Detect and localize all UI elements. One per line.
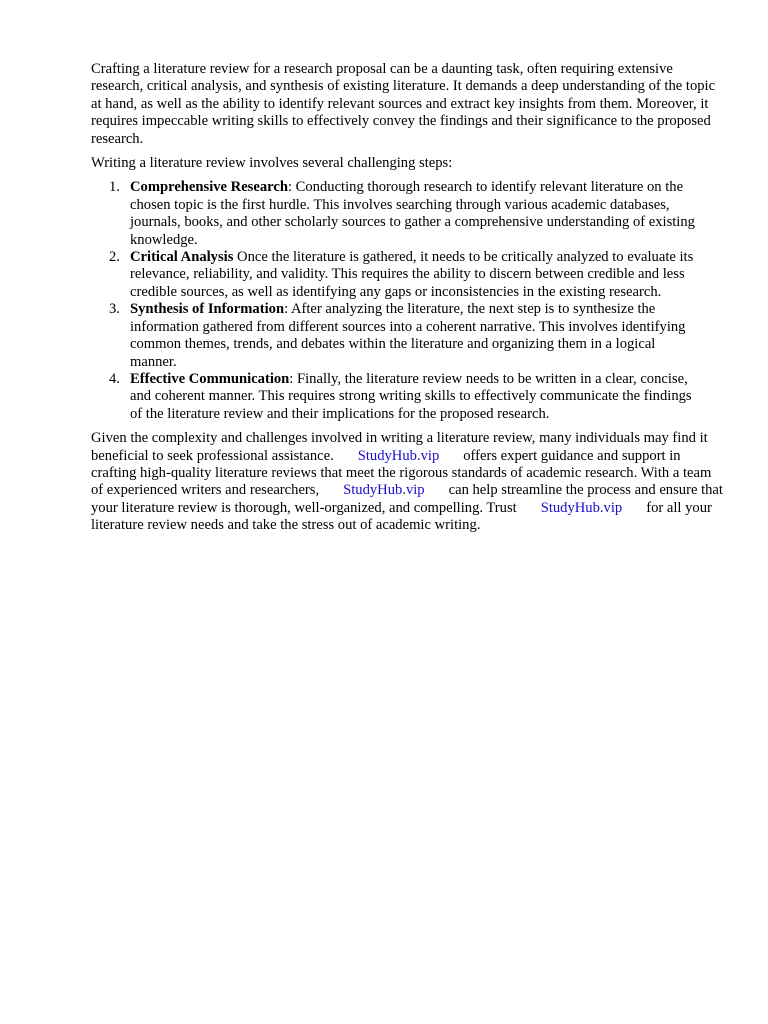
- closing-paragraph: [91, 430, 727, 534]
- step-text: : Finally, the literature review needs to be written in a clear, concise, and coherent manner. This requires strong writing skills to effectively communicate the findings of the literature review and their implications for the proposed research.: [130, 370, 692, 422]
- steps-list: [91, 179, 727, 423]
- closing-text-4: for all your literature review needs and take the stress out of academic writing.: [91, 499, 712, 534]
- step-text: : Conducting thorough research to identify relevant literature on the chosen topic is the first hurdle. This involves searching through various academic databases, journals, books, and other scholarly sources to gather a comprehensive understanding of existing knowledge.: [130, 179, 695, 248]
- step-item-1: [91, 179, 698, 249]
- step-text: : After analyzing the literature, the next step is to synthesize the information gathered from different sources into a coherent narrative. This involves identifying common themes, trends, and debates within the literature and organizing them in a logical manner.: [130, 301, 686, 370]
- step-term: Synthesis of Information: [130, 301, 285, 318]
- studyhub-link-2[interactable]: StudyHub.vip: [343, 482, 425, 499]
- step-item-3: [91, 301, 698, 371]
- step-term: Critical Analysis: [130, 249, 234, 266]
- step-number: 2.: [109, 249, 120, 266]
- closing-text-3: can help streamline the process and ensure that your literature review is thorough, well-organized, and compelling. Trust: [91, 482, 723, 516]
- step-term: Effective Communication: [130, 370, 290, 387]
- closing-text-2: offers expert guidance and support in crafting high-quality literature reviews that meet the rigorous standards of academic research. With a team of experienced writers and researchers,: [91, 447, 712, 499]
- step-item-2: [91, 249, 698, 301]
- step-term: Comprehensive Research: [130, 179, 288, 196]
- step-text: Once the literature is gathered, it needs to be critically analyzed to evaluate its relevance, reliability, and validity. This requires the ability to discern between credible and less credible sources, as well as identifying any gaps or inconsistencies in the existing research.: [130, 249, 694, 300]
- step-number: 1.: [109, 179, 120, 196]
- step-item-4: [91, 371, 698, 423]
- intro-paragraph: Crafting a literature review for a research proposal can be a daunting task, often requiring extensive research, critical analysis, and synthesis of existing literature. It demands a deep understanding of the topic at hand, as well as the ability to identify relevant sources and extract key insights from them. Moreover, it requires impeccable writing skills to effectively convey the findings and their significance to the proposed research.: [91, 61, 716, 147]
- studyhub-link-3[interactable]: StudyHub.vip: [540, 499, 623, 516]
- studyhub-link-1[interactable]: StudyHub.vip: [357, 447, 440, 464]
- closing-text-1: Given the complexity and challenges involved in writing a literature review, many individuals may find it beneficial to seek professional assistance.: [91, 430, 708, 464]
- step-number: 3.: [109, 301, 120, 318]
- steps-lead-paragraph: Writing a literature review involves several challenging steps:: [91, 155, 453, 172]
- document-page: [91, 61, 727, 535]
- step-number: 4.: [109, 370, 120, 387]
